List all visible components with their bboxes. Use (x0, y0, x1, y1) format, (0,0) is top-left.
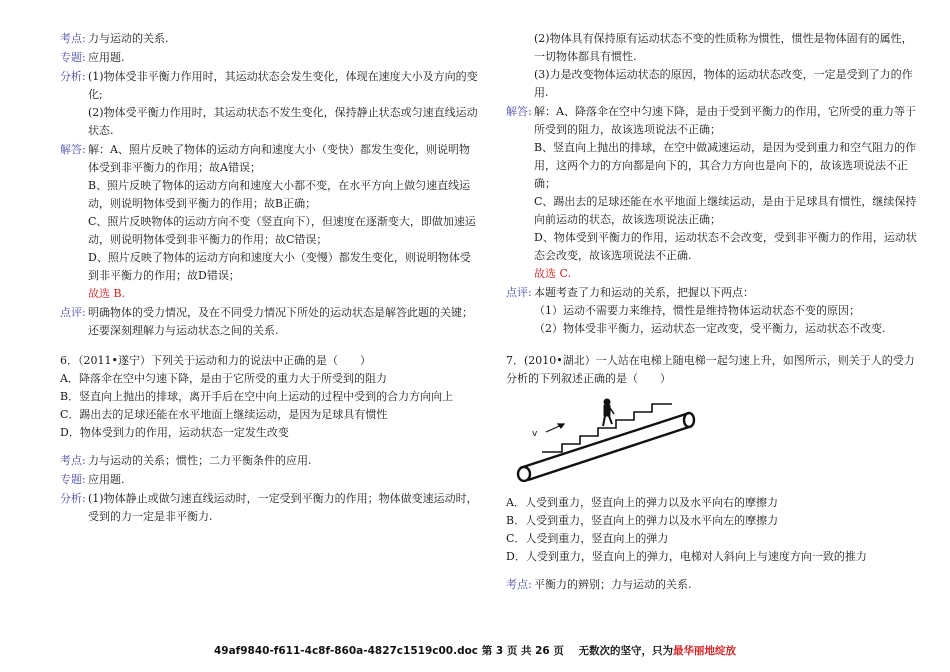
fenxi-row (60, 490, 478, 526)
kaodian-text: 力与运动的关系；惯性；二力平衡条件的应用. (88, 454, 312, 467)
kaodian-row (506, 576, 922, 594)
jieda-text (534, 103, 922, 283)
kaodian-text: 平衡力的辨别；力与运动的关系. (534, 578, 692, 591)
fenxi-row (60, 68, 478, 140)
zhuanti-text: 应用题. (88, 51, 125, 64)
dianping-row (506, 284, 922, 338)
question-6 (60, 352, 478, 442)
option-c: C．踢出去的足球还能在水平地面上继续运动，是因为足球具有惯性 (60, 408, 388, 421)
answer-text: 故选 B. (88, 287, 126, 300)
kaodian-row (60, 30, 478, 48)
kaodian-label: 考点: (60, 454, 86, 467)
zhuanti-text: 应用题. (88, 473, 125, 486)
zhuanti-label: 专题: (60, 51, 86, 64)
dianping-text (534, 284, 922, 338)
zhuanti-row (60, 471, 478, 489)
velocity-arrow-icon (546, 424, 564, 432)
footer-filename: 49af9840-f611-4c8f-860a-4827c1519c00.doc (213, 645, 479, 657)
dianping-line: （1）运动不需要力来维持，惯性是维持物体运动状态不变的原因； (534, 304, 860, 317)
fenxi-text (88, 68, 478, 140)
option-d: D．人受到重力，竖直向上的弹力，电梯对人斜向上与速度方向一致的推力 (506, 550, 867, 563)
jieda-line: D、物体受到平衡力的作用，运动状态不会改变，受到非平衡力的作用，运动状态会改变，故该选项说法不正确. (534, 231, 917, 262)
fenxi-label: 分析: (60, 70, 86, 83)
jieda-row (506, 103, 922, 283)
option-a: A．降落伞在空中匀速下降，是由于它所受的重力大于所受到的阻力 (60, 372, 387, 385)
fenxi-line: (2)物体受平衡力作用时，其运动状态不发生变化，保持静止状态或匀速直线运动状态. (88, 106, 478, 137)
fenxi-line: (2)物体具有保持原有运动状态不变的性质称为惯性，惯性是物体固有的属性，一切物体都具有惯性. (534, 32, 913, 63)
kaodian-label: 考点: (506, 578, 532, 591)
jieda-label: 解答: (506, 105, 532, 118)
dianping-row (60, 304, 478, 340)
footer-motto: 无数次的坚守，只为 (578, 645, 674, 657)
dianping-line: （2）物体受非平衡力，运动状态一定改变，受平衡力，运动状态不改变. (534, 322, 886, 335)
person-icon (603, 399, 614, 426)
option-c: C．人受到重力，竖直向上的弹力 (506, 532, 669, 545)
fenxi-text: (1)物体静止或做匀速直线运动时，一定受到平衡力的作用；物体做变速运动时，受到的力一定是非平衡力. (88, 492, 478, 523)
jieda-line: C、踢出去的足球还能在水平地面上继续运动，是由于足球具有惯性，继续保持向前运动的状态，故该选项说法正确； (534, 195, 917, 226)
kaodian-row (60, 452, 478, 470)
option-d: D．物体受到力的作用，运动状态一定发生改变 (60, 426, 289, 439)
option-b: B．人受到重力，竖直向上的弹力以及水平向左的摩擦力 (506, 514, 779, 527)
jieda-line: B、竖直向上抛出的排球，在空中做减速运动，是因为受到重力和空气阻力的作用，这两个力的方向都是向下的，其合力方向也是向下的，故该选项说法不正确； (534, 141, 917, 190)
velocity-label: v (532, 429, 538, 439)
fenxi-label: 分析: (60, 492, 86, 505)
footer-page: 第 3 页 共 26 页 (481, 645, 564, 657)
question-7 (506, 352, 922, 566)
fenxi-line: (3)力是改变物体运动状态的原因，物体的运动状态改变，一定是受到了力的作用. (534, 68, 913, 99)
dianping-text: 明确物体的受力情况，及在不同受力情况下所处的运动状态是解答此题的关键；还要深刻理解力与运动状态之间的关系. (88, 306, 473, 337)
jieda-line: C、照片反映物体的运动方向不变（竖直向下），但速度在逐渐变大，即做加速运动，则说明物体受到非平衡力的作用；故C错误； (88, 215, 476, 246)
jieda-line: 解：A、照片反映了物体的运动方向和速度大小（变快）都发生变化，则说明物体受到非平衡力的作用；故A错误； (88, 143, 470, 174)
left-column (60, 30, 478, 527)
footer-motto-red: 最华丽地绽放 (673, 645, 737, 657)
jieda-label: 解答: (60, 143, 86, 156)
zhuanti-label: 专题: (60, 473, 86, 486)
jieda-row (60, 141, 478, 303)
fenxi-continued (534, 30, 922, 102)
zhuanti-row (60, 49, 478, 67)
fenxi-continued-row (506, 30, 922, 102)
kaodian-text: 力与运动的关系. (88, 32, 169, 45)
dianping-line: 本题考查了力和运动的关系，把握以下两点： (534, 286, 754, 299)
dianping-label: 点评: (60, 306, 86, 319)
escalator-figure (506, 392, 702, 482)
page-footer (0, 643, 950, 658)
option-a: A．人受到重力，竖直向上的弹力以及水平向右的摩擦力 (506, 496, 778, 509)
option-b: B．竖直向上抛出的排球，离开手后在空中向上运动的过程中受到的合力方向向上 (60, 390, 454, 403)
kaodian-label: 考点: (60, 32, 86, 45)
jieda-line: D、照片反映了物体的运动方向和速度大小（变慢）都发生变化，则说明物体受到非平衡力的作用；故D错误； (88, 251, 471, 282)
dianping-label: 点评: (506, 286, 532, 299)
jieda-line: B、照片反映了物体的运动方向和速度大小都不变，在水平方向上做匀速直线运动，则说明物体受到平衡力的作用；故B正确； (88, 179, 471, 210)
fenxi-line: (1)物体受非平衡力作用时，其运动状态会发生变化，体现在速度大小及方向的变化; (88, 70, 478, 101)
answer-text: 故选 C. (534, 267, 572, 280)
right-column (506, 30, 922, 595)
jieda-text (88, 141, 478, 303)
jieda-line: 解：A、降落伞在空中匀速下降，是由于受到平衡力的作用，它所受的重力等于所受到的阻力，故该选项说法不正确； (534, 105, 916, 136)
question-stem: 6．（2011•遂宁）下列关于运动和力的说法中正确的是（ ） (60, 354, 371, 367)
question-stem: 7．(2010•湖北）一人站在电梯上随电梯一起匀速上升，如图所示，则关于人的受力分析的下列叙述正确的是（ ） (506, 354, 915, 385)
